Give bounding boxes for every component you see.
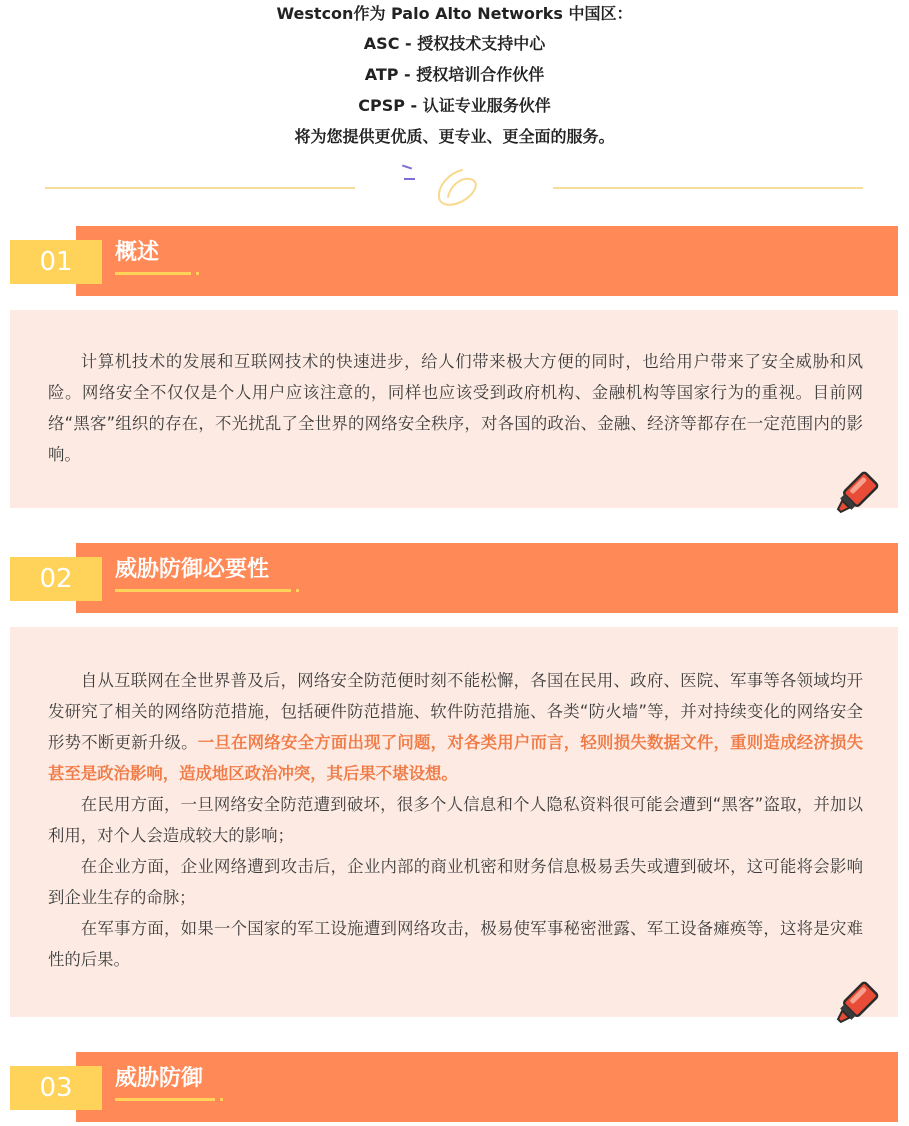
section-body-text: [48, 665, 863, 975]
section-title: 威胁防御必要性: [115, 557, 270, 582]
paragraph: [48, 665, 863, 789]
section-title-underline: [115, 1098, 215, 1101]
section-title: 威胁防御: [115, 1066, 204, 1091]
section-body-01: [10, 310, 898, 508]
swirl-divider-icon: [432, 167, 484, 209]
intro-line-5: 将为您提供更优质、更专业、更全面的服务。: [294, 127, 615, 146]
divider-accent-dash: [404, 178, 415, 180]
intro-line-1: Westcon作为 Palo Alto Networks 中国区：: [276, 4, 633, 23]
section-number: 02: [10, 557, 102, 601]
paragraph-text: 自从互联网在全世界普及后，网络安全防范便时刻不能松懈，各国在民用、政府、医院、军事等各领域均开发研究了相关的网络防范措施，包括硬件防范措施、软件防范措施、各类“防火墙”等，并对持续变化的网络安全形势不断更新升级。: [48, 671, 863, 752]
section-title-underline: [115, 589, 291, 592]
section-header-03: [0, 1052, 909, 1124]
divider-line-right: [553, 187, 863, 189]
section-header-02: [0, 543, 909, 615]
section-number: 03: [10, 1066, 102, 1110]
marker-pen-icon: [830, 980, 880, 1030]
intro-line-4: CPSP - 认证专业服务伙伴: [358, 96, 551, 115]
divider-accent-dash: [402, 165, 412, 170]
paragraph: 计算机技术的发展和互联网技术的快速进步，给人们带来极大方便的同时，也给用户带来了安全威胁和风险。网络安全不仅仅是个人用户应该注意的，同样也应该受到政府机构、金融机构等国家行为的重视。目前网络“黑客”组织的存在，不光扰乱了全世界的网络安全秩序，对各国的政治、金融、经济等都存在一定范围内的影响。: [48, 352, 863, 464]
divider-line-left: [45, 187, 355, 189]
underline-dot: [296, 589, 299, 592]
section-title: 概述: [115, 240, 160, 265]
marker-pen-icon: [830, 470, 880, 520]
intro-line-3: ATP - 授权培训合作伙伴: [364, 65, 545, 84]
intro-block: [0, 0, 909, 152]
paragraph: 在军事方面，如果一个国家的军工设施遭到网络攻击，极易使军事秘密泄露、军工设备瘫痪等，这将是灾难性的后果。: [48, 919, 863, 969]
underline-dot: [220, 1098, 223, 1101]
section-number: 01: [10, 240, 102, 284]
highlighted-text: 一旦在网络安全方面出现了问题，对各类用户而言，轻则损失数据文件，重则造成经济损失甚至是政治影响，造成地区政治冲突，其后果不堪设想。: [48, 733, 864, 783]
intro-line-2: ASC - 授权技术支持中心: [363, 34, 546, 53]
section-header-01: [0, 226, 909, 298]
paragraph: 在民用方面，一旦网络安全防范遭到破坏，很多个人信息和个人隐私资料很可能会遭到“黑客”盗取，并加以利用，对个人会造成较大的影响；: [48, 795, 863, 845]
section-body-02: [10, 627, 898, 1017]
section-title-underline: [115, 272, 191, 275]
paragraph: 在企业方面，企业网络遭到攻击后，企业内部的商业机密和财务信息极易丢失或遭到破坏，这可能将会影响到企业生存的命脉；: [48, 857, 863, 907]
section-body-text: [48, 346, 863, 470]
section-header-bar: [76, 226, 898, 296]
underline-dot: [196, 272, 199, 275]
